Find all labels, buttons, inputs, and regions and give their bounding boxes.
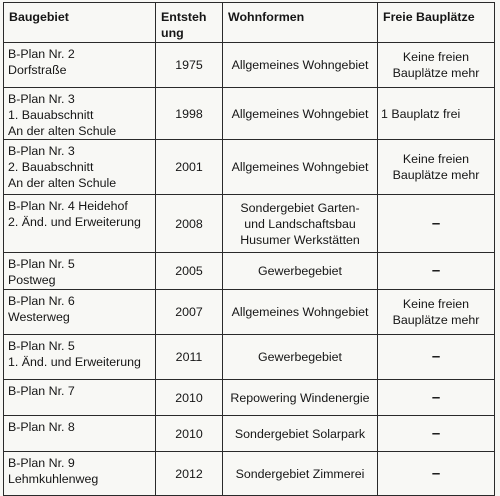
cell-entstehung: 2007	[156, 290, 223, 335]
cell-baugebiet-line: B-Plan Nr. 7	[8, 384, 75, 398]
cell-baugebiet-line: An der alten Schule	[8, 124, 117, 138]
table-body	[4, 43, 495, 496]
building-areas-table	[3, 2, 495, 496]
cell-wohnformen-line: Sondergebiet Solarpark	[234, 426, 366, 441]
cell-wohnformen-line: Sondergebiet Garten-	[240, 200, 360, 215]
cell-wohnformen-line: Husumer Werkstätten	[240, 232, 360, 247]
cell-wohnformen-line: Allgemeines Wohngebiet	[231, 160, 369, 174]
table-row	[4, 195, 495, 253]
no-free-lots-dash: –	[431, 388, 441, 406]
cell-baugebiet-line: Postweg	[8, 273, 56, 287]
cell-baugebiet-line: B-Plan Nr. 5	[8, 339, 75, 353]
no-free-lots-dash: –	[431, 262, 441, 279]
cell-wohnformen	[223, 452, 378, 496]
header-freie-bauplaetze-label: Freie Bauplätze	[383, 10, 475, 24]
header-baugebiet	[4, 3, 156, 43]
header-freie-bauplaetze	[378, 3, 495, 43]
no-free-lots-dash: –	[431, 348, 441, 365]
cell-baugebiet-line: Westerweg	[8, 310, 70, 324]
cell-freie-bauplaetze	[378, 195, 495, 253]
cell-baugebiet-line: 1. Änd. und Erweiterung	[8, 355, 141, 369]
cell-wohnformen-line: Sondergebiet Zimmerei	[235, 466, 365, 481]
cell-baugebiet-line: Dorfstraße	[8, 63, 67, 77]
cell-entstehung: 2010	[156, 416, 223, 452]
header-entstehung-line1: Entsteh	[161, 10, 207, 24]
cell-entstehung: 1998	[156, 88, 223, 140]
cell-baugebiet-line: Lehmkuhlenweg	[8, 472, 99, 486]
cell-wohnformen	[223, 140, 378, 195]
cell-wohnformen-line: Allgemeines Wohngebiet	[231, 58, 369, 72]
cell-wohnformen	[223, 88, 378, 140]
cell-baugebiet-line: 1. Bauabschnitt	[8, 108, 94, 122]
cell-baugebiet-line: B-Plan Nr. 2	[8, 47, 75, 61]
table-row	[4, 452, 495, 496]
cell-baugebiet-line: B-Plan Nr. 8	[8, 420, 75, 434]
table-row	[4, 380, 495, 416]
cell-freie-bauplaetze	[378, 380, 495, 416]
cell-entstehung: 2010	[156, 380, 223, 416]
cell-freie-bauplaetze-line: 1 Bauplatz frei	[381, 106, 461, 121]
table-row	[4, 335, 495, 380]
table-header-row	[4, 3, 495, 43]
no-free-lots-dash: –	[431, 214, 441, 232]
cell-wohnformen	[223, 335, 378, 380]
table-row	[4, 290, 495, 335]
cell-freie-bauplaetze	[378, 88, 495, 140]
cell-freie-bauplaetze	[378, 335, 495, 380]
cell-freie-bauplaetze	[378, 140, 495, 195]
cell-freie-bauplaetze	[378, 43, 495, 88]
cell-baugebiet-line: B-Plan Nr. 3	[8, 144, 75, 158]
cell-baugebiet-line: An der alten Schule	[8, 176, 117, 190]
cell-freie-bauplaetze-line: Keine freien	[402, 297, 470, 311]
cell-wohnformen	[223, 253, 378, 290]
cell-freie-bauplaetze	[378, 416, 495, 452]
cell-wohnformen	[223, 380, 378, 416]
cell-baugebiet-line: B-Plan Nr. 6	[8, 294, 75, 308]
header-baugebiet-label: Baugebiet	[9, 10, 69, 24]
header-entstehung	[156, 3, 223, 43]
cell-baugebiet	[4, 335, 156, 380]
cell-wohnformen	[223, 290, 378, 335]
cell-wohnformen-line: Repowering Windenergie	[230, 390, 370, 405]
cell-freie-bauplaetze	[378, 452, 495, 496]
cell-freie-bauplaetze-line: Bauplätze mehr	[392, 66, 480, 80]
cell-baugebiet-line: B-Plan Nr. 9	[8, 456, 75, 470]
table-row	[4, 140, 495, 195]
cell-freie-bauplaetze	[378, 253, 495, 290]
cell-entstehung: 2001	[156, 140, 223, 195]
table-row	[4, 88, 495, 140]
cell-wohnformen-line: Gewerbegebiet	[257, 350, 343, 364]
cell-baugebiet	[4, 290, 156, 335]
table-row	[4, 253, 495, 290]
cell-baugebiet-line: B-Plan Nr. 3	[8, 92, 75, 106]
cell-freie-bauplaetze-line: Bauplätze mehr	[392, 168, 480, 182]
cell-freie-bauplaetze-line: Keine freien	[402, 50, 470, 64]
cell-wohnformen-line: Gewerbegebiet	[257, 264, 343, 278]
no-free-lots-dash: –	[431, 424, 441, 442]
header-wohnformen-label: Wohnformen	[228, 10, 305, 24]
cell-baugebiet-line: 2. Änd. und Erweiterung	[8, 215, 141, 229]
cell-wohnformen-line: Allgemeines Wohngebiet	[231, 106, 369, 121]
cell-wohnformen	[223, 43, 378, 88]
cell-entstehung: 2011	[156, 335, 223, 380]
no-free-lots-dash: –	[431, 464, 441, 482]
cell-freie-bauplaetze-line: Keine freien	[402, 152, 470, 166]
cell-wohnformen	[223, 195, 378, 253]
cell-entstehung: 2008	[156, 195, 223, 253]
cell-baugebiet	[4, 88, 156, 140]
cell-baugebiet-line: B-Plan Nr. 4 Heidehof	[8, 199, 128, 213]
cell-entstehung: 2012	[156, 452, 223, 496]
cell-baugebiet	[4, 43, 156, 88]
cell-baugebiet-line: 2. Bauabschnitt	[8, 160, 94, 174]
table-row	[4, 416, 495, 452]
table-row	[4, 43, 495, 88]
cell-entstehung: 2005	[156, 253, 223, 290]
cell-baugebiet	[4, 452, 156, 496]
cell-freie-bauplaetze	[378, 290, 495, 335]
header-wohnformen	[223, 3, 378, 43]
cell-wohnformen-line: und Landschaftsbau	[244, 216, 356, 231]
cell-baugebiet	[4, 195, 156, 253]
cell-baugebiet	[4, 380, 156, 416]
cell-wohnformen	[223, 416, 378, 452]
cell-baugebiet-line: B-Plan Nr. 5	[8, 257, 75, 271]
cell-baugebiet	[4, 140, 156, 195]
cell-baugebiet	[4, 253, 156, 290]
cell-entstehung: 1975	[156, 43, 223, 88]
cell-freie-bauplaetze-line: Bauplätze mehr	[392, 313, 480, 327]
cell-wohnformen-line: Allgemeines Wohngebiet	[231, 305, 369, 319]
header-entstehung-line2: ung	[161, 26, 184, 40]
cell-baugebiet	[4, 416, 156, 452]
